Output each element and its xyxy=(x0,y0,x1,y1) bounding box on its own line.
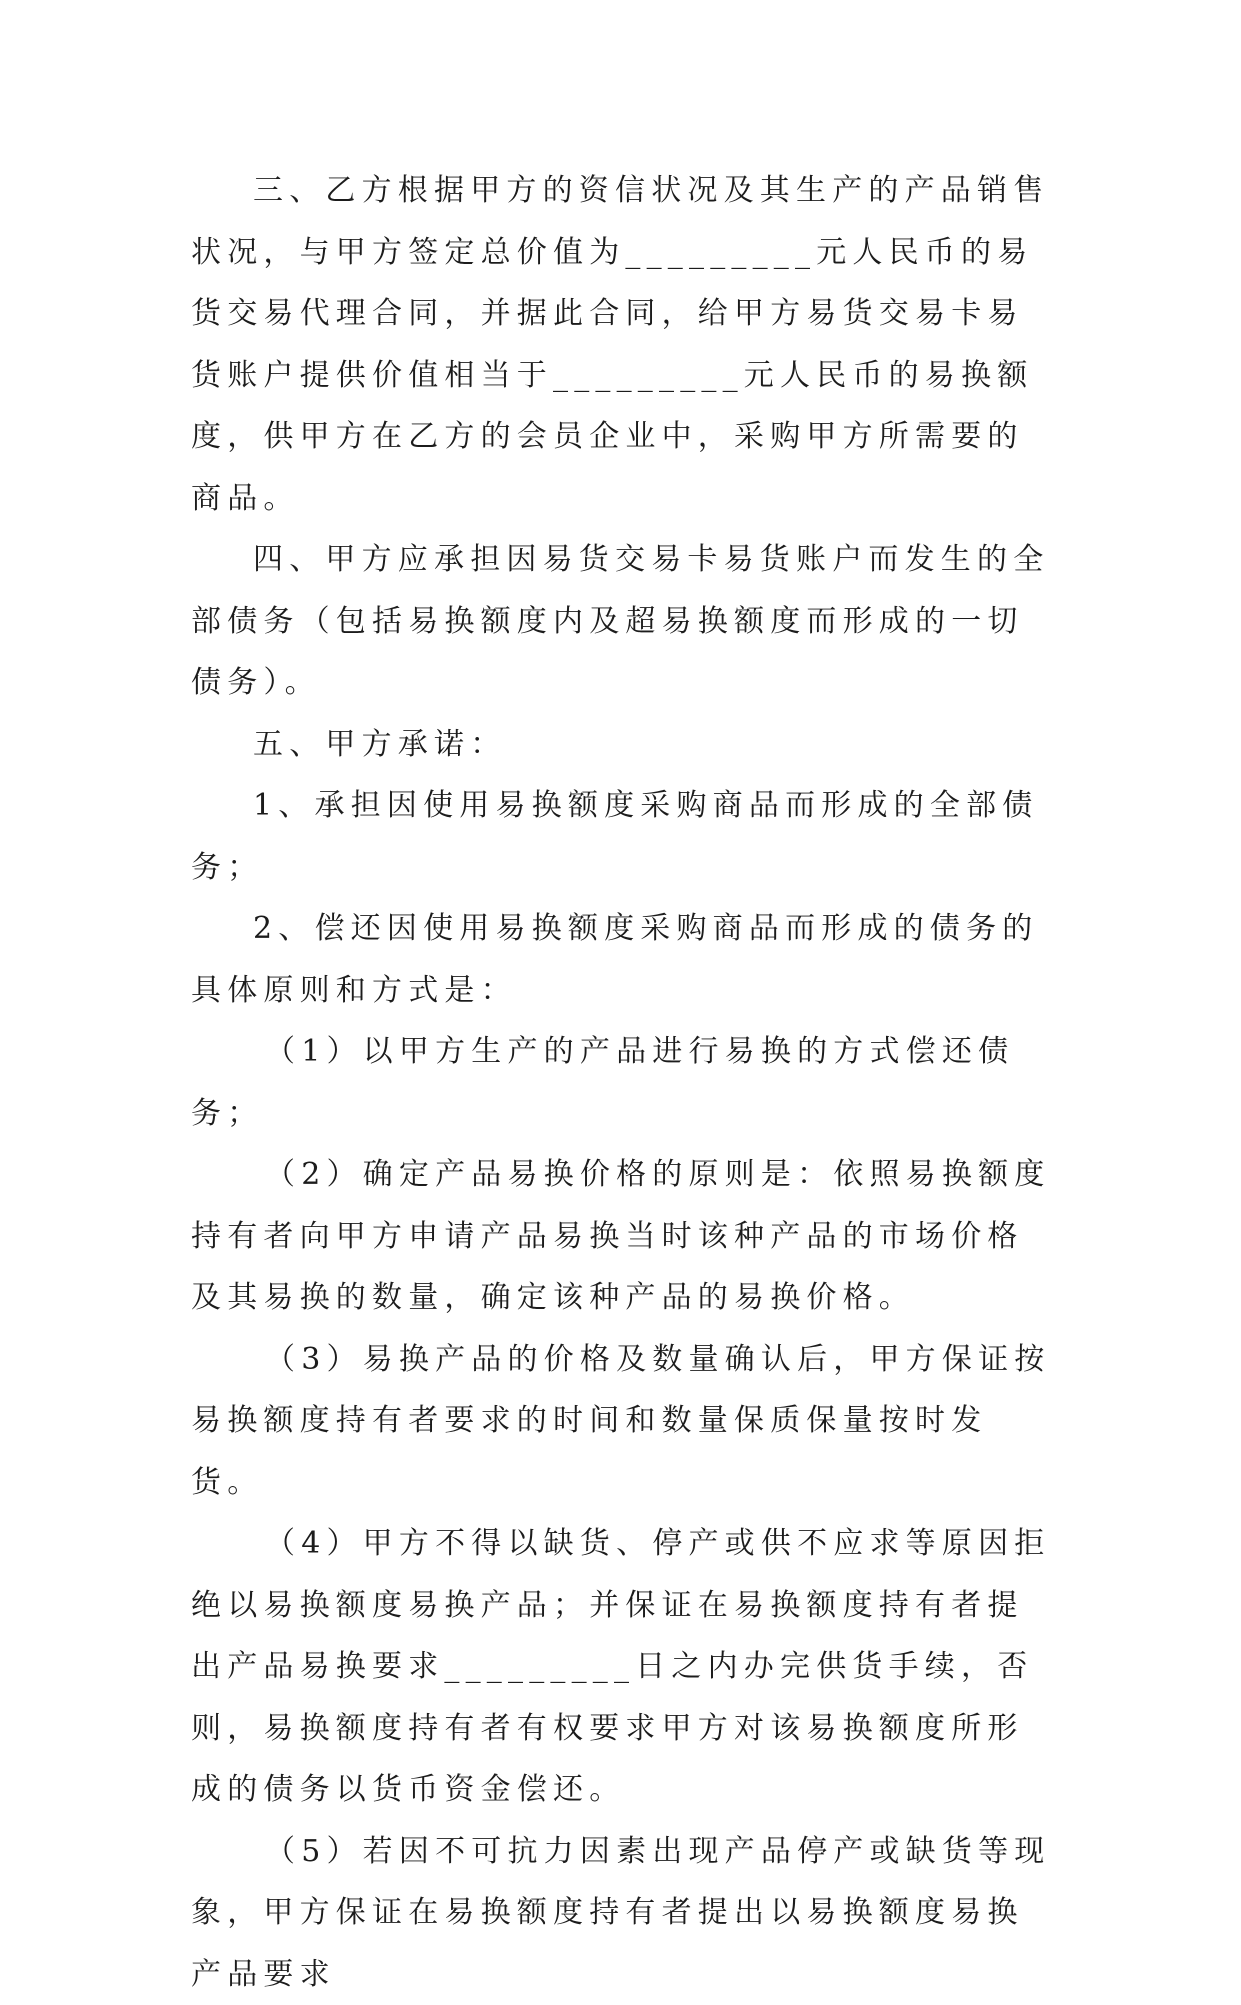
paragraph-clause-4: 四、甲方应承担因易货交易卡易货账户而发生的全部债务（包括易换额度内及超易换额度而形成的一切债务）。 xyxy=(191,529,1051,714)
paragraph-clause-5-2: 2、偿还因使用易换额度采购商品而形成的债务的具体原则和方式是： xyxy=(191,898,1051,1021)
paragraph-clause-3: 三、乙方根据甲方的资信状况及其生产的产品销售状况，与甲方签定总价值为_________元人民币的易货交易代理合同，并据此合同，给甲方易货交易卡易货账户提供价值相当于_________元人民币的易换额度，供甲方在乙方的会员企业中，采购甲方所需要的商品。 xyxy=(191,160,1051,529)
paragraph-clause-5-2-1: （1）以甲方生产的产品进行易换的方式偿还债务； xyxy=(191,1021,1051,1144)
paragraph-clause-5-2-5: （5）若因不可抗力因素出现产品停产或缺货等现象，甲方保证在易换额度持有者提出以易换额度易换产品要求 xyxy=(191,1821,1051,2005)
paragraph-clause-5: 五、甲方承诺： xyxy=(191,714,1051,776)
paragraph-clause-5-2-4: （4）甲方不得以缺货、停产或供不应求等原因拒绝以易换额度易换产品；并保证在易换额度持有者提出产品易换要求_________日之内办完供货手续，否则，易换额度持有者有权要求甲方对该易换额度所形成的债务以货币资金偿还。 xyxy=(191,1513,1051,1821)
paragraph-clause-5-1: 1、承担因使用易换额度采购商品而形成的全部债务； xyxy=(191,775,1051,898)
paragraph-clause-5-2-3: （3）易换产品的价格及数量确认后，甲方保证按易换额度持有者要求的时间和数量保质保量按时发货。 xyxy=(191,1329,1051,1514)
document-body xyxy=(191,160,1051,2005)
paragraph-clause-5-2-2: （2）确定产品易换价格的原则是：依照易换额度持有者向甲方申请产品易换当时该种产品的市场价格及其易换的数量，确定该种产品的易换价格。 xyxy=(191,1144,1051,1329)
